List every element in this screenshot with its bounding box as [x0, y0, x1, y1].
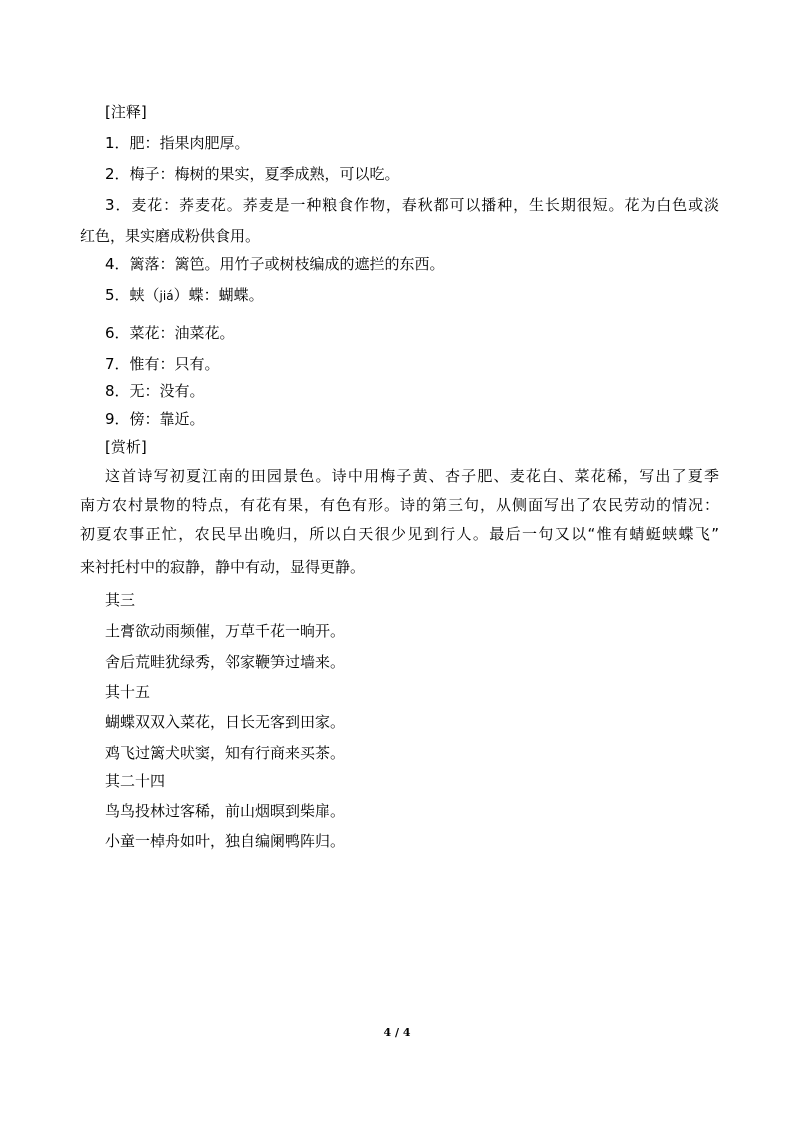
note-item: 3．麦花：荞麦花。荞麦是一种粮食作物，春秋都可以播种，生长期很短。花为白色或淡	[105, 196, 719, 214]
note-item-suffix: ）蝶：蝴蝶。	[173, 286, 264, 304]
pinyin-annotation: jiá	[159, 289, 174, 303]
analysis-heading: [赏析]	[105, 438, 147, 456]
poem-title: 其二十四	[105, 772, 166, 790]
note-item	[105, 284, 264, 307]
notes-heading: [注释]	[105, 103, 147, 121]
note-item: 1．肥：指果肉肥厚。	[105, 134, 250, 152]
note-item: 2．梅子：梅树的果实，夏季成熟，可以吃。	[105, 165, 400, 183]
note-item: 8．无：没有。	[105, 382, 205, 400]
analysis-paragraph-line: 初夏农事正忙，农民早出晚归，所以白天很少见到行人。最后一句又以“惟有蜻蜓蛱蝶飞”	[80, 525, 719, 543]
analysis-paragraph-line: 这首诗写初夏江南的田园景色。诗中用梅子黄、杏子肥、麦花白、菜花稀，写出了夏季	[105, 467, 719, 485]
analysis-paragraph-line: 南方农村景物的特点，有花有果，有色有形。诗的第三句，从侧面写出了农民劳动的情况：	[80, 496, 719, 514]
note-item: 9．傍：靠近。	[105, 410, 205, 428]
poem-line: 土膏欲动雨频催，万草千花一晌开。	[105, 622, 346, 640]
note-item-prefix: 5．蛱（	[105, 286, 160, 304]
note-item: 7．惟有：只有。	[105, 355, 220, 373]
poem-line: 鸟鸟投林过客稀，前山烟暝到柴扉。	[105, 802, 346, 820]
poem-line: 鸡飞过篱犬吠窦，知有行商来买茶。	[105, 744, 346, 762]
poem-title: 其十五	[105, 683, 151, 701]
poem-line: 舍后荒畦犹绿秀，邻家鞭笋过墙来。	[105, 653, 346, 671]
note-item: 6．菜花：油菜花。	[105, 324, 235, 342]
poem-title: 其三	[105, 591, 136, 609]
note-item: 4．篱落：篱笆。用竹子或树枝编成的遮拦的东西。	[105, 255, 445, 273]
analysis-paragraph-line: 来衬托村中的寂静，静中有动，显得更静。	[80, 558, 366, 576]
poem-line: 小童一棹舟如叶，独自编阑鸭阵归。	[105, 832, 346, 850]
note-item-continuation: 红色，果实磨成粉供食用。	[80, 227, 261, 245]
page-number: 4 / 4	[383, 1026, 411, 1039]
poem-line: 蝴蝶双双入菜花，日长无客到田家。	[105, 713, 346, 731]
